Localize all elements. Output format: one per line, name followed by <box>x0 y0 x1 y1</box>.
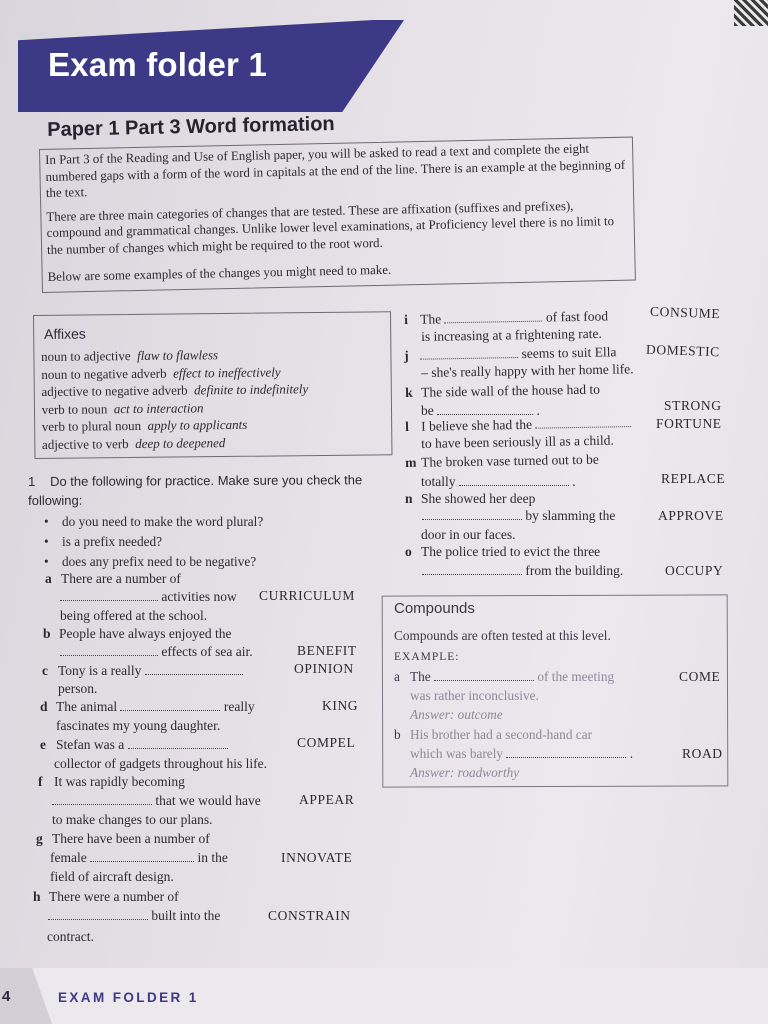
item-letter: c <box>42 663 48 678</box>
keyword: COME <box>679 669 721 684</box>
answer-gap[interactable] <box>120 698 220 711</box>
item-j-line2: – she's really happy with her home life. <box>421 361 634 380</box>
answer-gap[interactable] <box>422 507 522 520</box>
item-text: built into the <box>151 908 221 923</box>
item-text: that we would have <box>155 793 261 808</box>
example-label: EXAMPLE: <box>394 651 460 663</box>
intro-paragraph-2: There are three main categories of changes that are tested. These are affixation (suffixes and prefixes), compound and grammatical changes. Unlike lower level examinations, at Proficiency level there is no limit to the number of changes which might be required to the root word. <box>46 198 615 257</box>
keyword: APPROVE <box>658 508 724 523</box>
item-h <box>33 888 179 906</box>
answer-gap[interactable] <box>434 668 534 681</box>
keyword: KING <box>322 698 359 713</box>
item-b-line2 <box>60 643 253 661</box>
item-n-line3: door in our faces. <box>421 527 516 542</box>
compounds-heading: Compounds <box>394 600 475 617</box>
affix-example: act to interaction <box>113 400 204 417</box>
page-number: 4 <box>2 988 11 1005</box>
compound-item-a-line2: was rather inconclusive. <box>410 688 539 703</box>
item-text: of fast food <box>545 308 609 325</box>
affix-label: adjective to negative adverb <box>41 382 188 400</box>
item-l-line2: to have been seriously ill as a child. <box>421 432 614 451</box>
item-letter: h <box>33 889 41 904</box>
page-title: Exam folder 1 <box>48 46 268 83</box>
item-e <box>40 736 228 754</box>
item-g-line3: field of aircraft design. <box>50 869 174 884</box>
answer-gap[interactable] <box>48 907 148 920</box>
compound-item-b-line2: which was barely . <box>410 746 634 761</box>
item-g <box>36 830 210 848</box>
item-letter: g <box>36 831 43 846</box>
item-b <box>43 625 231 643</box>
item-letter: b <box>43 626 51 641</box>
question-number: 1 <box>28 473 36 489</box>
answer-gap[interactable] <box>128 736 228 749</box>
keyword: APPEAR <box>299 792 355 807</box>
answer-gap[interactable] <box>422 562 522 575</box>
item-letter: l <box>405 418 410 434</box>
item-text: The animal <box>56 699 118 714</box>
affixes-heading: Affixes <box>44 325 86 342</box>
bullet-item: • is a prefix needed? <box>44 532 344 552</box>
check-bullets <box>44 512 344 572</box>
item-letter: k <box>405 384 413 400</box>
keyword: OPINION <box>294 661 354 676</box>
item-text: Stefan was a <box>56 737 125 752</box>
keyword: FORTUNE <box>656 416 722 431</box>
item-text: She showed her deep <box>421 491 536 506</box>
section-subtitle: Paper 1 Part 3 Word formation <box>47 112 335 141</box>
item-f <box>38 773 185 791</box>
item-text: The <box>420 311 442 327</box>
item-text: There have been a number of <box>52 831 210 846</box>
item-text: be <box>421 403 434 418</box>
item-m <box>405 451 599 472</box>
item-letter: n <box>405 491 413 506</box>
answer-gap[interactable] <box>444 309 542 324</box>
keyword: STRONG <box>664 398 722 413</box>
item-letter: f <box>38 774 43 789</box>
item-text: The side wall of the house had to <box>421 381 601 400</box>
answer-gap[interactable] <box>437 402 533 415</box>
item-e-line2: collector of gadgets throughout his life. <box>54 756 267 771</box>
affix-example: definite to indefinitely <box>194 381 309 398</box>
compound-answer-a: Answer: outcome <box>410 707 503 722</box>
footer-label: EXAM FOLDER 1 <box>58 990 199 1005</box>
item-d <box>40 698 255 716</box>
item-text: His brother had a second-hand car <box>410 727 593 742</box>
item-a-line2 <box>60 588 237 606</box>
item-g-line2 <box>50 849 228 867</box>
item-text: The <box>410 669 431 684</box>
item-text: totally <box>421 474 456 489</box>
item-text: female <box>50 850 87 865</box>
item-text: in the <box>197 850 228 865</box>
answer-gap[interactable] <box>60 643 158 656</box>
keyword: REPLACE <box>661 471 726 486</box>
answer-gap[interactable] <box>60 588 158 601</box>
item-h-line2 <box>48 907 220 925</box>
item-text: which was barely <box>410 746 504 761</box>
item-n <box>405 490 535 508</box>
affix-example: deep to deepened <box>135 435 226 451</box>
affix-example: apply to applicants <box>147 417 248 434</box>
item-letter: i <box>404 311 409 327</box>
item-f-line2 <box>52 792 261 810</box>
item-text: There are a number of <box>61 571 181 586</box>
item-a-line3: being offered at the school. <box>60 608 208 623</box>
item-letter: m <box>405 454 417 470</box>
keyword: CONSUME <box>649 303 721 322</box>
answer-gap[interactable] <box>420 345 518 360</box>
item-m-line2: totally . <box>421 474 576 489</box>
item-text: really <box>223 699 255 714</box>
practice-instruction <box>28 470 368 510</box>
keyword: INNOVATE <box>281 850 353 865</box>
item-text: The police tried to evict the three <box>421 544 601 559</box>
compound-answer-b: Answer: roadworthy <box>410 765 520 780</box>
item-text: The broken vase turned out to be <box>421 451 599 470</box>
affix-label: verb to plural noun <box>41 418 142 435</box>
keyword: COMPEL <box>297 735 356 750</box>
compound-item-b <box>394 726 592 744</box>
bullet-item: • does any prefix need to be negative? <box>44 552 344 572</box>
item-letter: a <box>45 571 52 586</box>
item-text: activities now <box>161 589 237 604</box>
answer-gap[interactable] <box>52 792 152 805</box>
item-letter: d <box>40 699 48 714</box>
affix-label: verb to noun <box>41 401 108 417</box>
item-text: of the meeting <box>537 669 615 684</box>
item-n-line2 <box>422 507 615 525</box>
affix-label: noun to negative adverb <box>41 365 167 382</box>
instruction-text: Do the following for practice. Make sure you check the following: <box>28 472 363 508</box>
item-i-line2: is increasing at a frightening rate. <box>421 325 602 344</box>
answer-gap[interactable] <box>506 745 626 758</box>
item-text: People have always enjoyed the <box>59 626 232 641</box>
bullet-item: • do you need to make the word plural? <box>44 512 344 532</box>
compound-item-a <box>394 668 614 686</box>
answer-gap[interactable] <box>90 849 194 862</box>
item-text: seems to suit Ella <box>521 344 617 361</box>
answer-gap[interactable] <box>535 414 631 429</box>
item-letter: b <box>394 727 401 742</box>
item-c <box>42 662 243 680</box>
item-letter: o <box>405 544 412 559</box>
answer-gap[interactable] <box>145 662 243 675</box>
corner-pattern <box>734 0 768 26</box>
item-a <box>45 570 181 588</box>
keyword: DOMESTIC <box>645 341 721 360</box>
item-letter: a <box>394 669 400 684</box>
item-c-line2: person. <box>58 681 98 696</box>
item-k-line2: be . <box>421 403 540 418</box>
item-k <box>405 381 600 402</box>
item-text: It was rapidly becoming <box>54 774 185 789</box>
intro-text <box>45 140 630 293</box>
keyword: CURRICULUM <box>259 588 356 603</box>
intro-paragraph-1: In Part 3 of the Reading and Use of English paper, you will be asked to read a text and complete the eight numbered gaps with a form of the word in capitals at the end of the line. There is an example at the beginning of the text. <box>45 141 626 200</box>
item-h-line3: contract. <box>47 929 94 944</box>
item-text: I believe she had the <box>421 416 533 434</box>
item-text: effects of sea air. <box>161 644 253 659</box>
item-letter: j <box>404 347 409 363</box>
compounds-intro: Compounds are often tested at this level. <box>394 628 611 643</box>
keyword: BENEFIT <box>297 643 357 658</box>
intro-paragraph-3: Below are some examples of the changes you might need to make. <box>47 262 392 284</box>
item-d-line2: fascinates my young daughter. <box>56 718 221 733</box>
affix-example: effect to ineffectively <box>172 364 281 381</box>
answer-gap[interactable] <box>459 473 569 486</box>
keyword: CONSTRAIN <box>268 908 351 923</box>
item-text: by slamming the <box>525 508 616 523</box>
item-f-line3: to make changes to our plans. <box>52 812 213 827</box>
item-o-line2 <box>422 562 623 580</box>
item-text: from the building. <box>525 563 624 578</box>
keyword: ROAD <box>682 746 723 761</box>
affix-example: flaw to flawless <box>137 347 219 363</box>
affix-label: adjective to verb <box>41 436 129 452</box>
affix-label: noun to adjective <box>41 348 131 364</box>
item-text: Tony is a really <box>58 663 142 678</box>
affixes-list <box>41 344 382 453</box>
item-o <box>405 543 600 561</box>
affix-row <box>42 432 382 453</box>
keyword: OCCUPY <box>665 563 724 578</box>
item-letter: e <box>40 737 46 752</box>
item-text: There were a number of <box>49 889 179 904</box>
